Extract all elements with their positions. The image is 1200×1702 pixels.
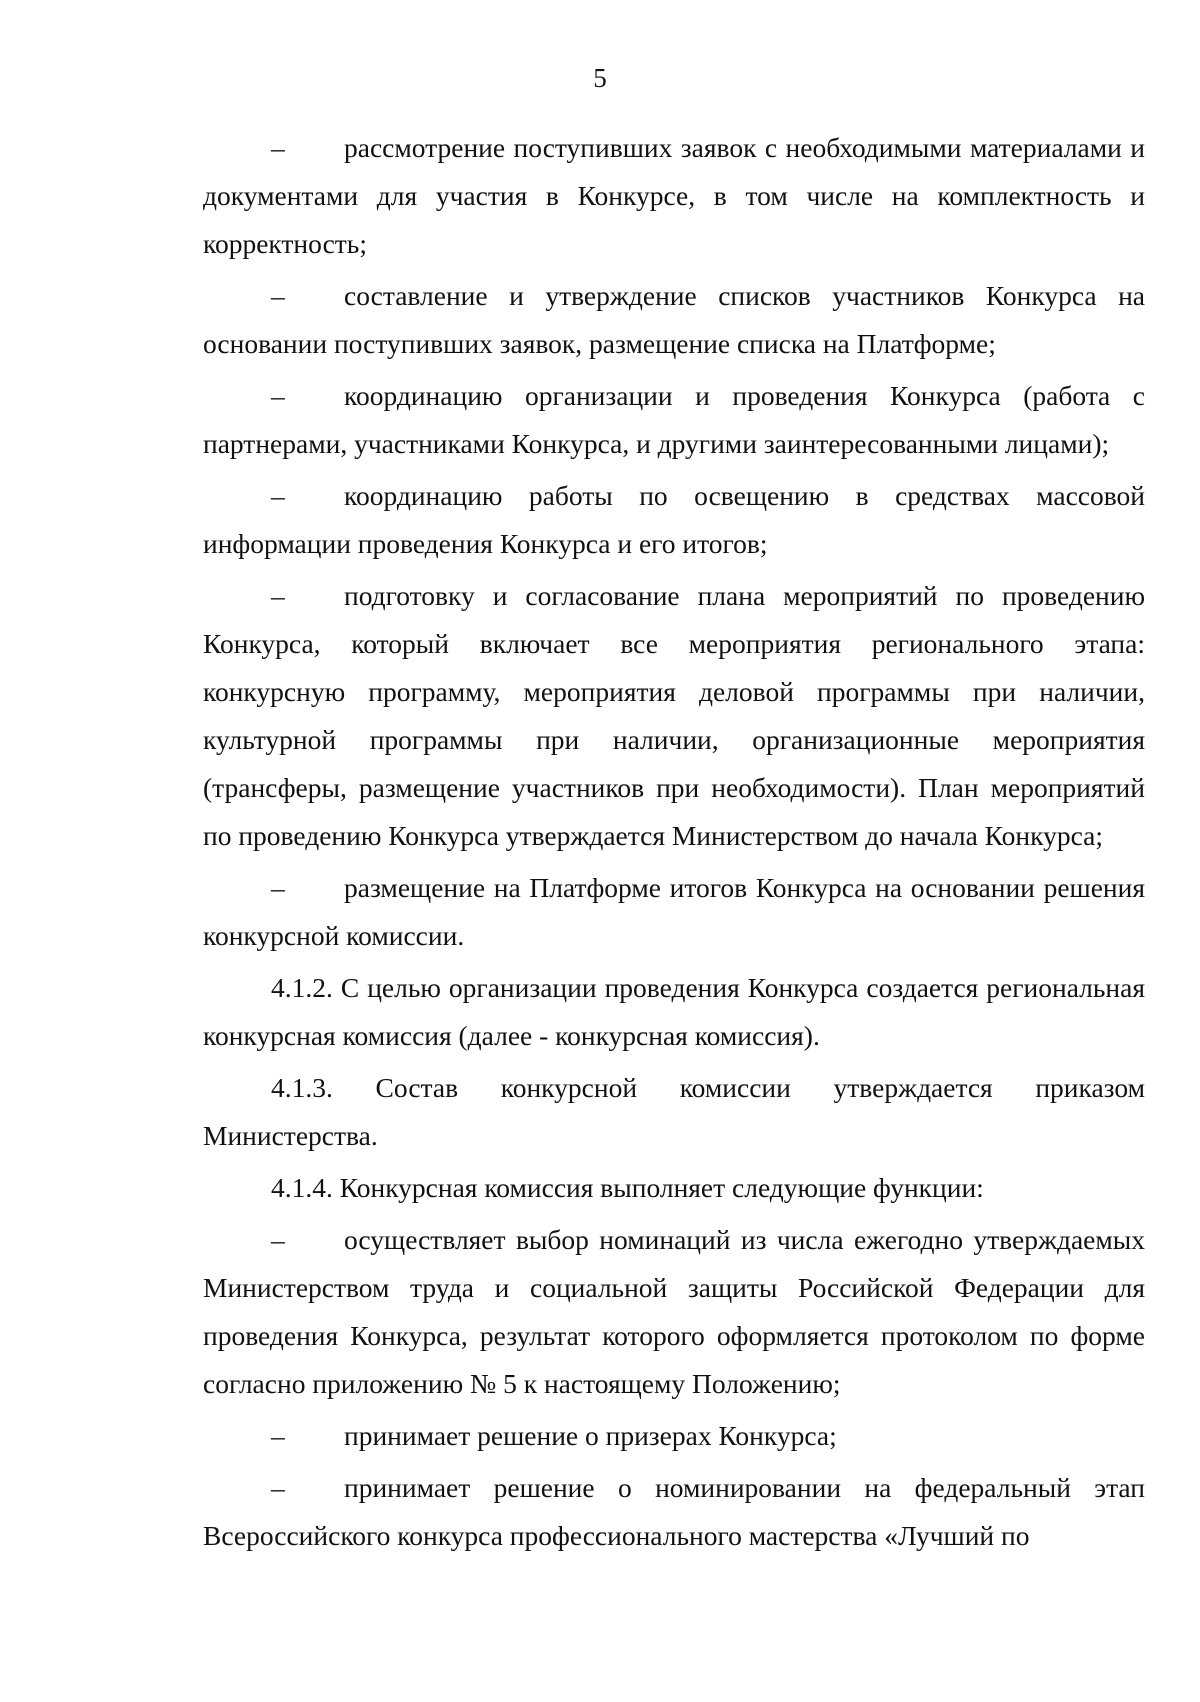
list-dash: – [271, 1224, 285, 1255]
list-dash: – [271, 280, 285, 311]
list-item-media-coverage [203, 472, 1145, 568]
list-item-text: рассмотрение поступивших заявок с необходимыми материалами и документами для участия в Конкурсе, в том числе на комплектность и корректность; [203, 132, 1145, 259]
list-item-federal-nomination [203, 1464, 1145, 1560]
list-item-review-applications [203, 124, 1145, 268]
clause-text: С целью организации проведения Конкурса создается региональная конкурсная комиссия (далее - конкурсная комиссия). [203, 972, 1146, 1051]
list-item-text: осуществляет выбор номинаций из числа ежегодно утверждаемых Министерством труда и социальной защиты Российской Федерации для проведения Конкурса, результат которого оформляется протоколом по форме согласно приложению № 5 к настоящему Положению; [203, 1224, 1145, 1399]
list-item-nomination-choice [203, 1216, 1145, 1408]
clause-4-1-4 [203, 1164, 1145, 1212]
document-body [203, 124, 1145, 1564]
clause-number: 4.1.4. [271, 1172, 333, 1203]
list-dash: – [271, 580, 285, 611]
list-item-text: составление и утверждение списков участников Конкурса на основании поступивших заявок, размещение списка на Платформе; [203, 280, 1145, 359]
list-item-results-publication [203, 864, 1145, 960]
list-dash: – [271, 380, 285, 411]
list-item-text: координацию работы по освещению в средствах массовой информации проведения Конкурса и его итогов; [203, 480, 1145, 559]
list-item-text: координацию организации и проведения Конкурса (работа с партнерами, участниками Конкурса, и другими заинтересованными лицами); [203, 380, 1145, 459]
clause-number: 4.1.3. [271, 1072, 333, 1103]
list-item-event-plan [203, 572, 1145, 860]
clause-4-1-3 [203, 1064, 1145, 1160]
list-item-text: принимает решение о призерах Конкурса; [344, 1420, 837, 1451]
list-item-participant-lists [203, 272, 1145, 368]
list-dash: – [271, 1472, 285, 1503]
list-dash: – [271, 872, 285, 903]
list-dash: – [271, 480, 285, 511]
clause-text: Состав конкурсной комиссии утверждается приказом Министерства. [203, 1072, 1146, 1151]
list-item-winners-decision [203, 1412, 1145, 1460]
clause-4-1-2 [203, 964, 1145, 1060]
list-item-text: принимает решение о номинировании на федеральный этап Всероссийского конкурса профессионального мастерства «Лучший по [203, 1472, 1145, 1551]
list-dash: – [271, 132, 285, 163]
list-item-text: размещение на Платформе итогов Конкурса на основании решения конкурсной комиссии. [203, 872, 1145, 951]
list-item-coordination [203, 372, 1145, 468]
list-dash: – [271, 1420, 285, 1451]
page-number: 5 [593, 63, 607, 93]
list-item-text: подготовку и согласование плана мероприятий по проведению Конкурса, который включает все мероприятия регионального этапа: конкурсную программу, мероприятия деловой программы при наличии, культурной программы при наличии, организационные мероприятия (трансферы, размещение участников при необходимости). План мероприятий по проведению Конкурса утверждается Министерством до начала Конкурса; [203, 580, 1145, 851]
clause-number: 4.1.2. [271, 972, 333, 1003]
clause-text: Конкурсная комиссия выполняет следующие функции: [339, 1172, 984, 1203]
